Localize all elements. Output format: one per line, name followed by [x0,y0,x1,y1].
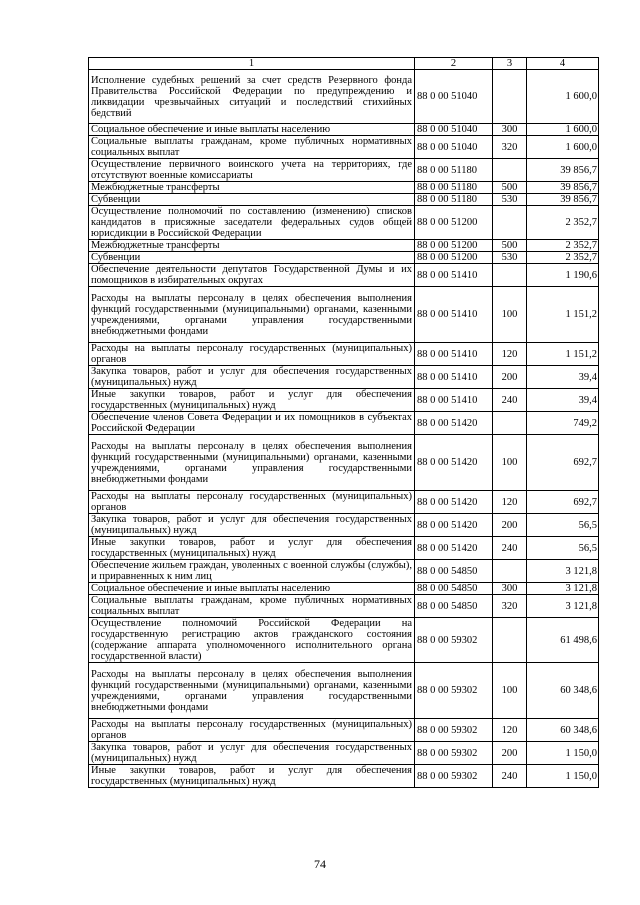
row-amount-cell: 692,7 [527,491,599,514]
row-name-cell: Закупка товаров, работ и услуг для обеспечения государственных (муниципальных) нужд [89,514,415,537]
row-expense-type-cell: 530 [493,252,527,264]
row-amount-cell: 56,5 [527,537,599,560]
table-row [89,287,599,343]
row-name-cell: Социальные выплаты гражданам, кроме публичных нормативных социальных выплат [89,136,415,159]
row-code-cell: 88 0 00 51420 [415,491,493,514]
row-expense-type-cell: 120 [493,491,527,514]
table-header-row [89,58,599,70]
row-name-cell: Межбюджетные трансферты [89,240,415,252]
row-code-cell: 88 0 00 51410 [415,287,493,343]
table-row [89,194,599,206]
row-name-cell: Обеспечение деятельности депутатов Государственной Думы и их помощников в избирательных округах [89,264,415,287]
row-expense-type-cell: 530 [493,194,527,206]
row-amount-cell: 2 352,7 [527,252,599,264]
row-expense-type-cell [493,264,527,287]
page-number: 74 [314,857,326,871]
column-header: 4 [527,58,599,70]
table-body [89,70,599,788]
row-amount-cell: 1 151,2 [527,343,599,366]
row-code-cell: 88 0 00 54850 [415,560,493,583]
row-amount-cell: 3 121,8 [527,583,599,595]
table-row [89,70,599,124]
row-amount-cell: 1 150,0 [527,765,599,788]
row-amount-cell: 3 121,8 [527,595,599,618]
table-row [89,343,599,366]
row-code-cell: 88 0 00 59302 [415,765,493,788]
row-expense-type-cell [493,159,527,182]
row-amount-cell: 2 352,7 [527,240,599,252]
row-code-cell: 88 0 00 51410 [415,366,493,389]
row-name-cell: Расходы на выплаты персоналу государственных (муниципальных) органов [89,343,415,366]
row-name-cell: Исполнение судебных решений за счет средств Резервного фонда Правительства Российской Федерации по предупреждению и ликвидации чрезвычайных ситуаций и последствий стихийных бедствий [89,70,415,124]
table-row [89,206,599,240]
row-code-cell: 88 0 00 59302 [415,663,493,719]
row-code-cell: 88 0 00 51180 [415,159,493,182]
row-expense-type-cell: 240 [493,389,527,412]
table-row [89,491,599,514]
table-row [89,412,599,435]
row-amount-cell: 60 348,6 [527,663,599,719]
row-expense-type-cell [493,560,527,583]
row-name-cell: Осуществление полномочий по составлению (изменению) списков кандидатов в присяжные заседатели федеральных судов общей юрисдикции в Российской Федерации [89,206,415,240]
row-name-cell: Расходы на выплаты персоналу государственных (муниципальных) органов [89,491,415,514]
table-row [89,366,599,389]
table-row [89,583,599,595]
row-amount-cell: 1 600,0 [527,136,599,159]
row-code-cell: 88 0 00 51040 [415,70,493,124]
row-code-cell: 88 0 00 51410 [415,389,493,412]
table-row [89,765,599,788]
row-amount-cell: 61 498,6 [527,618,599,663]
row-code-cell: 88 0 00 51200 [415,240,493,252]
row-expense-type-cell: 240 [493,765,527,788]
row-name-cell: Субвенции [89,252,415,264]
table-row [89,595,599,618]
row-name-cell: Иные закупки товаров, работ и услуг для обеспечения государственных (муниципальных) нужд [89,389,415,412]
row-name-cell: Закупка товаров, работ и услуг для обеспечения государственных (муниципальных) нужд [89,742,415,765]
row-expense-type-cell: 240 [493,537,527,560]
row-code-cell: 88 0 00 51420 [415,537,493,560]
row-name-cell: Расходы на выплаты персоналу в целях обеспечения выполнения функций государственными (муниципальными) органами, казенными учреждениями, органами управления государственными внебюджетными фондами [89,287,415,343]
row-amount-cell: 56,5 [527,514,599,537]
table-row [89,537,599,560]
column-header: 1 [89,58,415,70]
row-expense-type-cell: 320 [493,136,527,159]
row-amount-cell: 39 856,7 [527,159,599,182]
row-code-cell: 88 0 00 54850 [415,583,493,595]
row-expense-type-cell: 100 [493,435,527,491]
row-code-cell: 88 0 00 59302 [415,719,493,742]
row-name-cell: Межбюджетные трансферты [89,182,415,194]
row-code-cell: 88 0 00 51410 [415,343,493,366]
row-expense-type-cell [493,412,527,435]
row-code-cell: 88 0 00 54850 [415,595,493,618]
row-expense-type-cell: 120 [493,343,527,366]
row-name-cell: Обеспечение жильем граждан, уволенных с военной службы (службы), и приравненных к ним лиц [89,560,415,583]
row-expense-type-cell: 320 [493,595,527,618]
row-amount-cell: 1 150,0 [527,742,599,765]
row-name-cell: Осуществление полномочий Российской Федерации на государственную регистрацию актов гражданского состояния (содержание аппарата уполномоченного исполнительного органа государственной власти) [89,618,415,663]
row-expense-type-cell: 200 [493,742,527,765]
table-row [89,514,599,537]
row-code-cell: 88 0 00 59302 [415,618,493,663]
row-code-cell: 88 0 00 51200 [415,252,493,264]
row-name-cell: Социальные выплаты гражданам, кроме публичных нормативных социальных выплат [89,595,415,618]
row-amount-cell: 39,4 [527,389,599,412]
row-expense-type-cell: 200 [493,514,527,537]
table-row [89,719,599,742]
row-name-cell: Расходы на выплаты персоналу в целях обеспечения выполнения функций государственными (муниципальными) органами, казенными учреждениями, органами управления государственными внебюджетными фондами [89,663,415,719]
row-expense-type-cell: 200 [493,366,527,389]
row-name-cell: Расходы на выплаты персоналу в целях обеспечения выполнения функций государственными (муниципальными) органами, казенными учреждениями, органами управления государственными внебюджетными фондами [89,435,415,491]
row-code-cell: 88 0 00 51420 [415,514,493,537]
row-amount-cell: 2 352,7 [527,206,599,240]
row-name-cell: Обеспечение членов Совета Федерации и их помощников в субъектах Российской Федерации [89,412,415,435]
table-row [89,663,599,719]
row-amount-cell: 39,4 [527,366,599,389]
row-expense-type-cell: 300 [493,124,527,136]
table-row [89,618,599,663]
row-expense-type-cell: 120 [493,719,527,742]
row-amount-cell: 1 600,0 [527,124,599,136]
table-row [89,240,599,252]
row-expense-type-cell: 300 [493,583,527,595]
table-row [89,159,599,182]
row-code-cell: 88 0 00 51180 [415,182,493,194]
row-code-cell: 88 0 00 51200 [415,206,493,240]
table-row [89,264,599,287]
row-name-cell: Иные закупки товаров, работ и услуг для обеспечения государственных (муниципальных) нужд [89,537,415,560]
row-name-cell: Социальное обеспечение и иные выплаты населению [89,583,415,595]
row-code-cell: 88 0 00 59302 [415,742,493,765]
row-name-cell: Закупка товаров, работ и услуг для обеспечения государственных (муниципальных) нужд [89,366,415,389]
row-code-cell: 88 0 00 51040 [415,124,493,136]
row-name-cell: Субвенции [89,194,415,206]
row-expense-type-cell: 100 [493,287,527,343]
table-row [89,136,599,159]
row-amount-cell: 39 856,7 [527,182,599,194]
row-amount-cell: 39 856,7 [527,194,599,206]
row-expense-type-cell: 500 [493,240,527,252]
row-name-cell: Иные закупки товаров, работ и услуг для обеспечения государственных (муниципальных) нужд [89,765,415,788]
row-name-cell: Социальное обеспечение и иные выплаты населению [89,124,415,136]
row-code-cell: 88 0 00 51420 [415,435,493,491]
table-row [89,182,599,194]
row-expense-type-cell: 500 [493,182,527,194]
row-code-cell: 88 0 00 51420 [415,412,493,435]
table-row [89,389,599,412]
table-row [89,560,599,583]
row-expense-type-cell [493,70,527,124]
row-amount-cell: 749,2 [527,412,599,435]
column-header: 2 [415,58,493,70]
row-amount-cell: 1 600,0 [527,70,599,124]
table-row [89,742,599,765]
row-code-cell: 88 0 00 51040 [415,136,493,159]
row-amount-cell: 1 151,2 [527,287,599,343]
column-header: 3 [493,58,527,70]
row-name-cell: Расходы на выплаты персоналу государственных (муниципальных) органов [89,719,415,742]
table-row [89,435,599,491]
row-expense-type-cell [493,206,527,240]
row-code-cell: 88 0 00 51410 [415,264,493,287]
row-expense-type-cell [493,618,527,663]
table-row [89,252,599,264]
row-amount-cell: 3 121,8 [527,560,599,583]
row-code-cell: 88 0 00 51180 [415,194,493,206]
row-expense-type-cell: 100 [493,663,527,719]
table-row [89,124,599,136]
row-amount-cell: 1 190,6 [527,264,599,287]
budget-table [88,57,599,788]
row-name-cell: Осуществление первичного воинского учета на территориях, где отсутствуют военные комиссариаты [89,159,415,182]
row-amount-cell: 692,7 [527,435,599,491]
row-amount-cell: 60 348,6 [527,719,599,742]
